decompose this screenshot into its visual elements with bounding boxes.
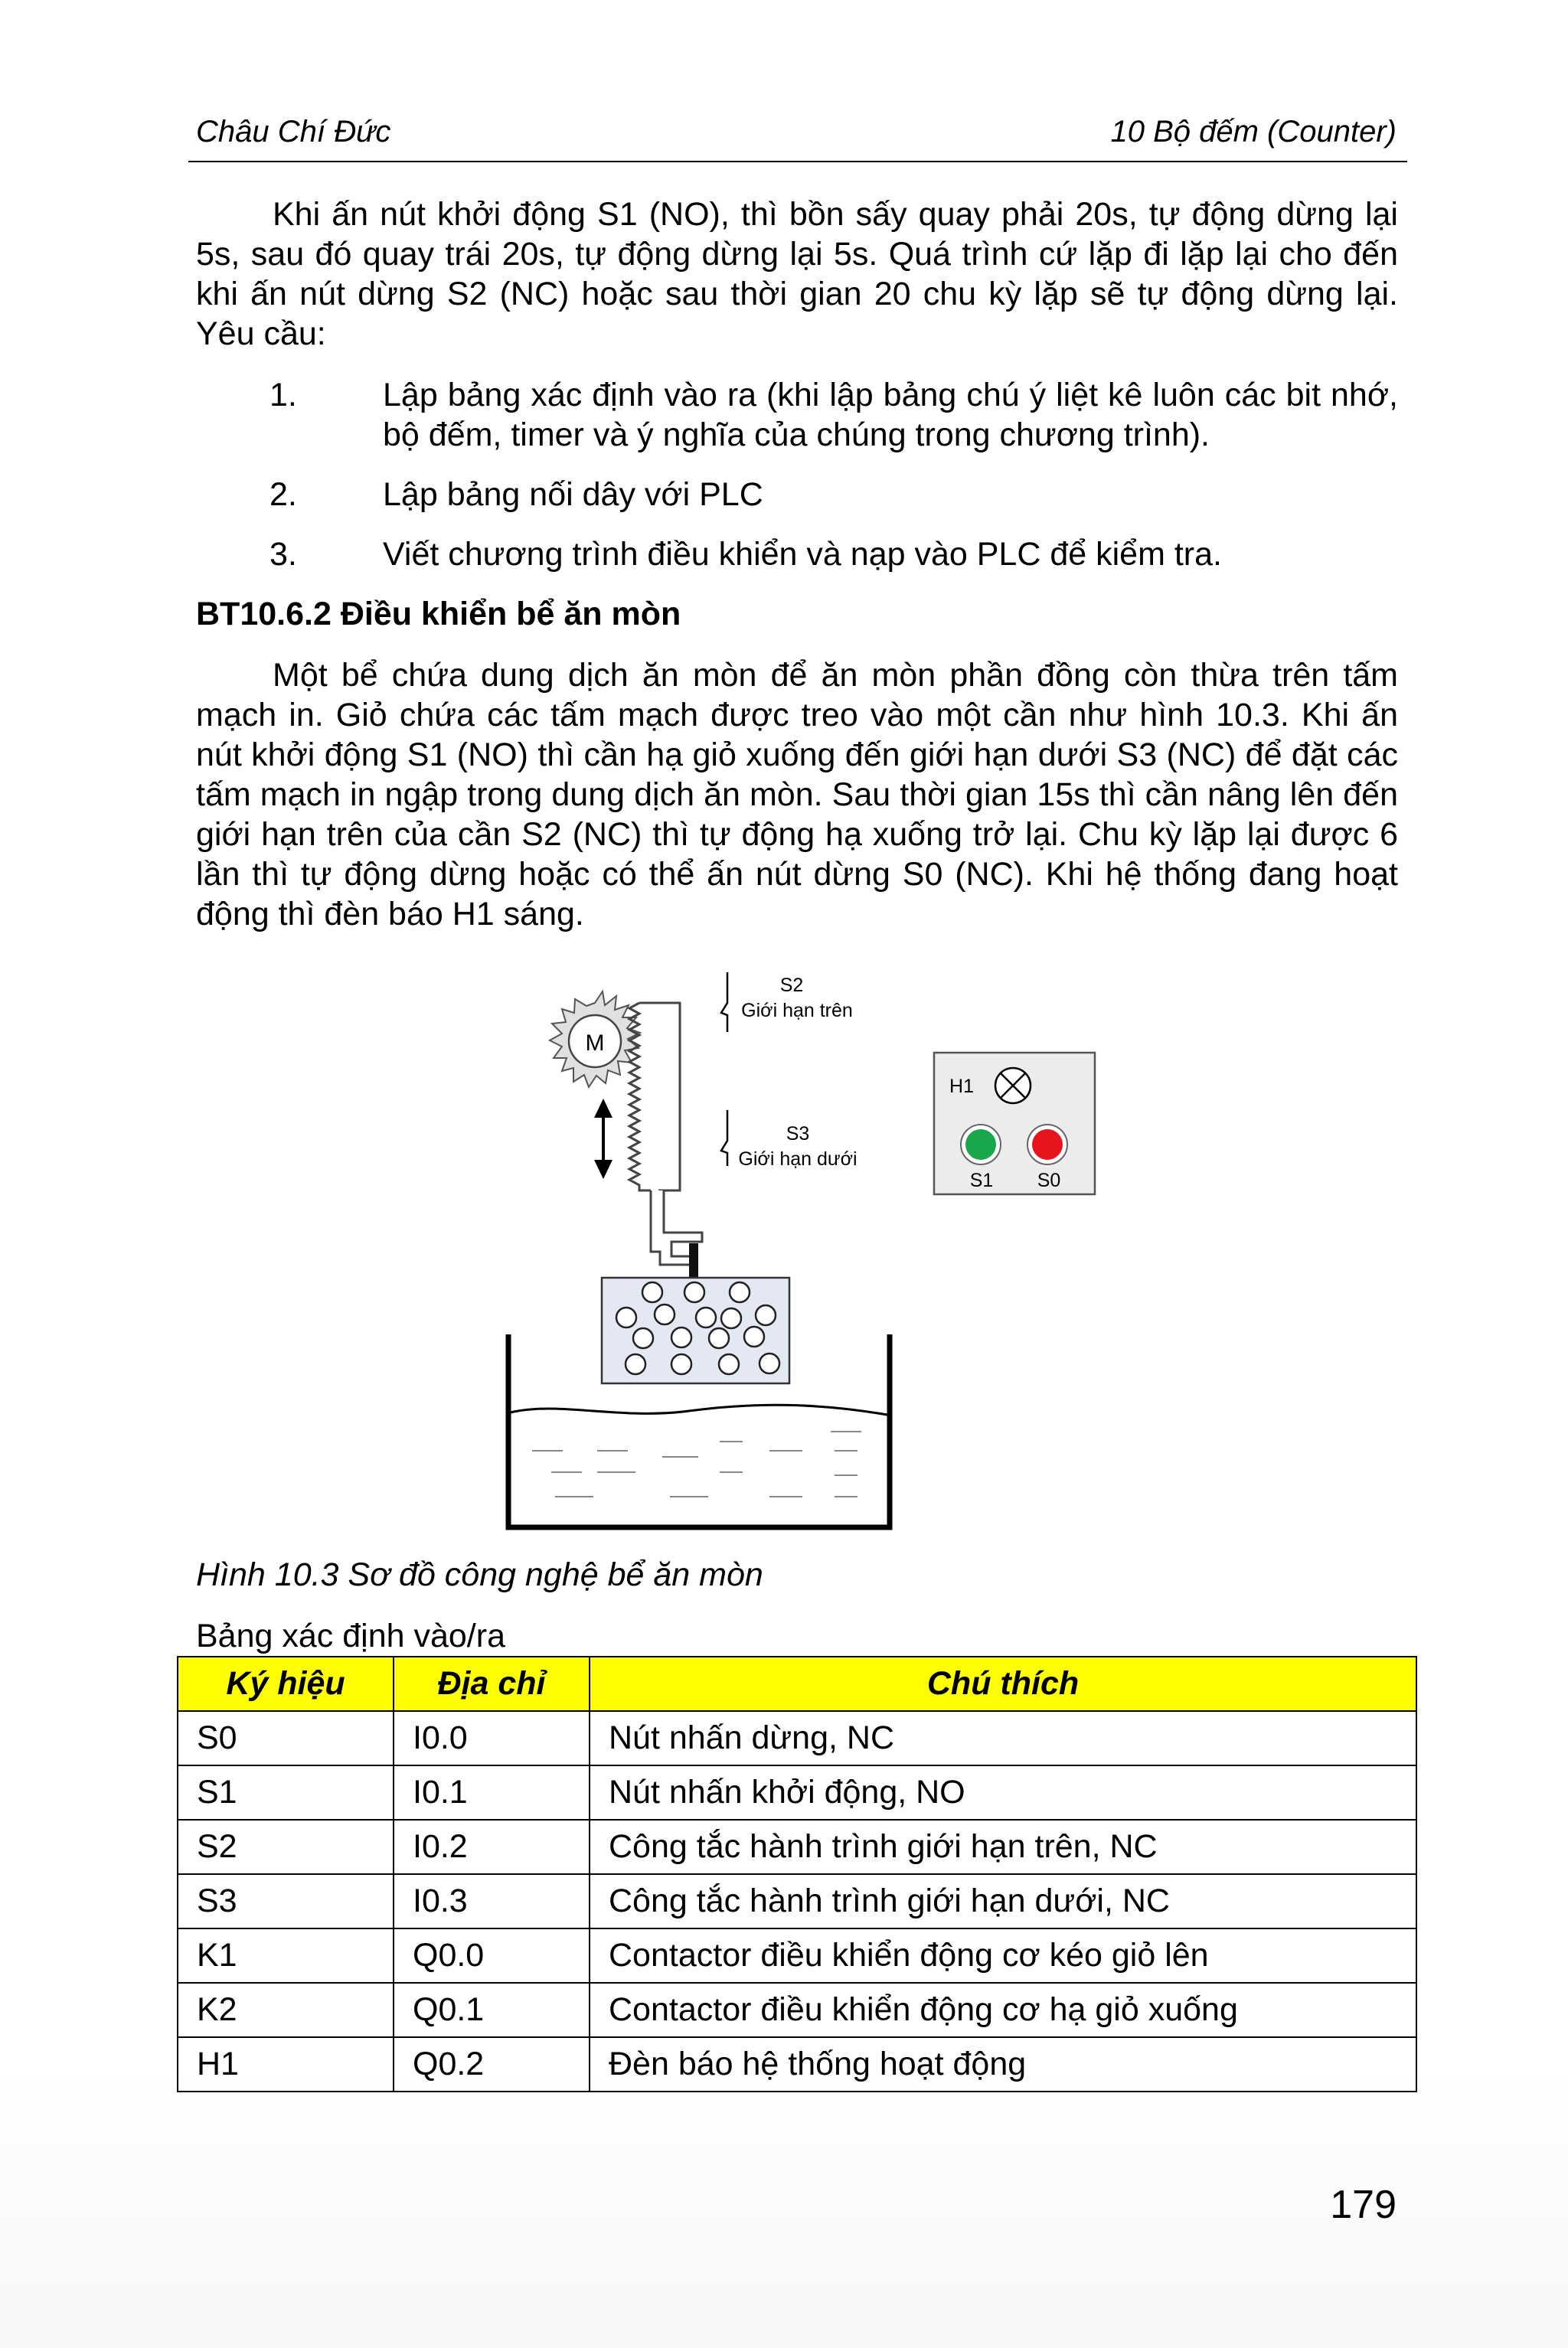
description-cell: Contactor điều khiển động cơ hạ giỏ xuống bbox=[590, 1983, 1416, 2037]
table-title: Bảng xác định vào/ra bbox=[196, 1618, 505, 1654]
description-cell: Contactor điều khiển động cơ kéo giỏ lên bbox=[590, 1928, 1416, 1983]
address-cell: I0.0 bbox=[394, 1711, 590, 1765]
address-cell: Q0.1 bbox=[394, 1983, 590, 2037]
description-cell: Công tắc hành trình giới hạn dưới, NC bbox=[590, 1874, 1416, 1928]
section-paragraph: Một bể chứa dung dịch ăn mòn để ăn mòn phần đồng còn thừa trên tấm mạch in. Giỏ chứa các tấm mạch được treo vào một cần như hình 10.3. Khi ấn nút khởi động S1 (NO) thì cần hạ giỏ xuống đến giới hạn dưới S3 (NC) để đặt các tấm mạch in ngập trong dung dịch ăn mòn. Sau thời gian 15s thì cần nâng lên đến giới hạn trên của cần S2 (NC) thì tự động hạ xuống trở lại. Chu kỳ lặp lại được 6 lần thì tự động dừng hoặc có thể ấn nút dừng S0 (NC). Khi hệ thống đang hoạt động thì đèn báo H1 sáng. bbox=[196, 657, 1398, 932]
symbol-cell: S0 bbox=[178, 1711, 394, 1765]
intro-paragraph: Khi ấn nút khởi động S1 (NO), thì bồn sấy quay phải 20s, tự động dừng lại 5s, sau đó quay trái 20s, tự động dừng lại 5s. Quá trình cứ lặp đi lặp lại cho đến khi ấn nút dừng S2 (NC) hoặc sau thời gian 20 chu kỳ lặp sẽ tự động dừng lại. Yêu cầu: bbox=[196, 196, 1398, 352]
requirement-text: Viết chương trình điều khiển và nạp vào PLC để kiểm tra. bbox=[383, 536, 1222, 573]
s2-limit-switch-icon bbox=[721, 972, 727, 1032]
column-header: Địa chỉ bbox=[394, 1657, 590, 1711]
liquid-surface bbox=[511, 1405, 887, 1415]
description-cell: Công tắc hành trình giới hạn trên, NC bbox=[590, 1820, 1416, 1874]
indicator-lamp-icon bbox=[995, 1068, 1031, 1103]
symbol-cell: K1 bbox=[178, 1928, 394, 1983]
symbol-cell: H1 bbox=[178, 2037, 394, 2092]
s2-description: Giới hạn trên bbox=[741, 1000, 853, 1021]
requirement-number: 2. bbox=[270, 476, 297, 513]
symbol-cell: S1 bbox=[178, 1765, 394, 1820]
address-cell: Q0.2 bbox=[394, 2037, 590, 2092]
up-down-arrow-icon bbox=[594, 1099, 612, 1179]
address-cell: I0.3 bbox=[394, 1874, 590, 1928]
s3-description: Giới hạn dưới bbox=[738, 1148, 858, 1170]
motor-label: M bbox=[585, 1030, 605, 1056]
requirement-number: 3. bbox=[270, 536, 297, 573]
requirement-text: Lập bảng xác định vào ra (khi lập bảng chú ý liệt kê luôn các bit nhớ, bộ đếm, timer và ý nghĩa của chúng trong chương trình). bbox=[383, 377, 1398, 453]
requirement-text: Lập bảng nối dây với PLC bbox=[383, 476, 763, 513]
liquid-ripples bbox=[532, 1432, 861, 1497]
rack-teeth bbox=[629, 1003, 651, 1190]
column-header: Chú thích bbox=[590, 1657, 1416, 1711]
io-table bbox=[177, 1656, 1417, 2092]
address-cell: I0.2 bbox=[394, 1820, 590, 1874]
stop-button-label: S0 bbox=[1037, 1170, 1061, 1191]
table-row bbox=[178, 1928, 1416, 1983]
rack-bar bbox=[639, 1003, 680, 1190]
table-row bbox=[178, 2037, 1416, 2092]
description-cell: Nút nhấn khởi động, NO bbox=[590, 1765, 1416, 1820]
s2-label: S2 bbox=[779, 975, 804, 996]
table-row bbox=[178, 1983, 1416, 2037]
symbol-cell: S3 bbox=[178, 1874, 394, 1928]
table-row bbox=[178, 1874, 1416, 1928]
table-row bbox=[178, 1765, 1416, 1820]
description-cell: Đèn báo hệ thống hoạt động bbox=[590, 2037, 1416, 2092]
requirement-number: 1. bbox=[270, 377, 297, 413]
symbol-cell: S2 bbox=[178, 1820, 394, 1874]
column-header: Ký hiệu bbox=[178, 1657, 394, 1711]
address-cell: I0.1 bbox=[394, 1765, 590, 1820]
figure-caption: Hình 10.3 Sơ đồ công nghệ bể ăn mòn bbox=[196, 1556, 763, 1593]
section-title: BT10.6.2 Điều khiển bể ăn mòn bbox=[196, 596, 681, 632]
etching-tank-diagram bbox=[498, 961, 1102, 1535]
diagram-svg bbox=[498, 961, 1102, 1535]
header-author: Châu Chí Đức bbox=[196, 115, 391, 149]
header-rule bbox=[188, 161, 1407, 162]
address-cell: Q0.0 bbox=[394, 1928, 590, 1983]
page-header bbox=[196, 115, 1406, 153]
s3-limit-switch-icon bbox=[721, 1110, 727, 1166]
page-number: 179 bbox=[1330, 2183, 1396, 2227]
table-row bbox=[178, 1820, 1416, 1874]
table-header-row bbox=[178, 1657, 1416, 1711]
start-button-core bbox=[965, 1129, 996, 1160]
start-button-label: S1 bbox=[969, 1170, 994, 1191]
symbol-cell: K2 bbox=[178, 1983, 394, 2037]
stop-button-core bbox=[1032, 1129, 1063, 1160]
s3-label: S3 bbox=[786, 1123, 810, 1145]
lamp-label: H1 bbox=[949, 1076, 974, 1097]
table-row bbox=[178, 1711, 1416, 1765]
hanger-rod bbox=[689, 1243, 698, 1279]
header-chapter: 10 Bộ đếm (Counter) bbox=[1110, 115, 1396, 149]
description-cell: Nút nhấn dừng, NC bbox=[590, 1711, 1416, 1765]
